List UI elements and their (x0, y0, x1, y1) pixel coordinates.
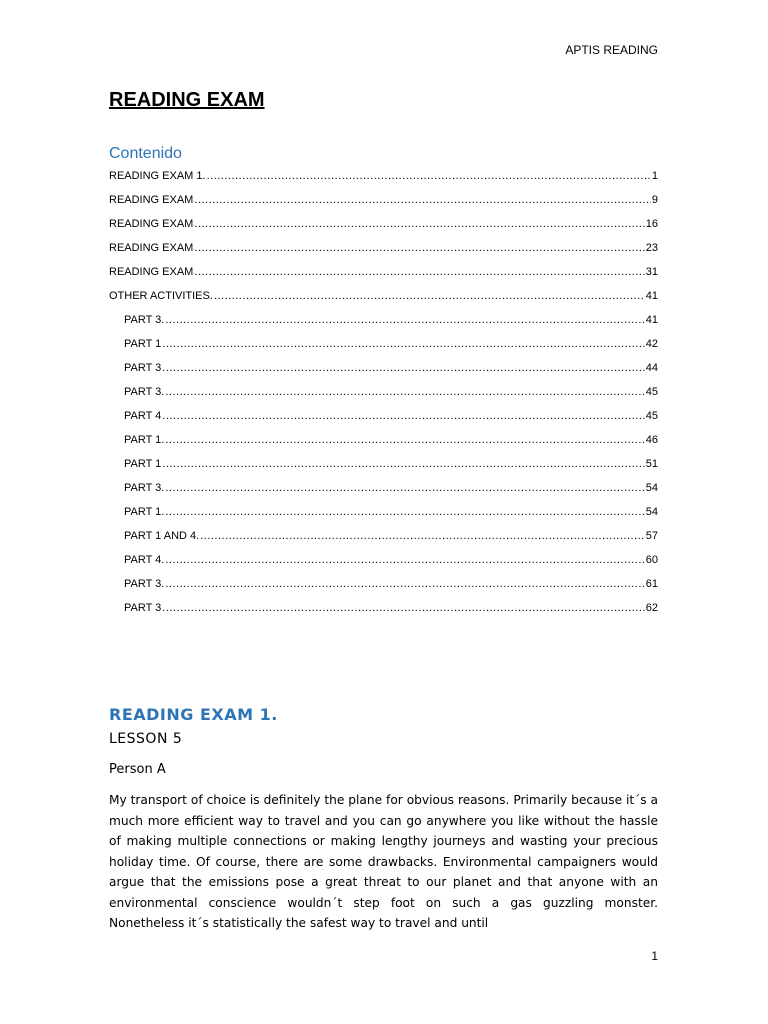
toc-entry[interactable] (109, 502, 658, 526)
toc-entry-page: 45 (645, 410, 658, 422)
running-header: APTIS READING (565, 43, 658, 57)
toc-heading: Contenido (109, 145, 182, 162)
toc-entry[interactable] (109, 478, 658, 502)
toc-entry[interactable] (109, 190, 658, 214)
toc-entry-page: 61 (645, 578, 658, 590)
toc-dot-leader (165, 574, 644, 594)
toc-entry-page: 62 (645, 602, 658, 614)
toc-entry-text: PART 4 (124, 410, 162, 422)
toc-dot-leader (162, 358, 644, 378)
toc-entry[interactable] (109, 262, 658, 286)
toc-entry-text: READING EXAM 1. (109, 170, 206, 182)
toc-entry[interactable] (109, 166, 658, 190)
toc-entry-text: OTHER ACTIVITIES. (109, 290, 213, 302)
toc-entry-page: 41 (645, 290, 658, 302)
toc-entry[interactable] (109, 382, 658, 406)
toc-entry-text: READING EXAM (109, 218, 194, 230)
toc-dot-leader (165, 478, 644, 498)
table-of-contents (109, 166, 658, 622)
toc-dot-leader (194, 238, 644, 258)
toc-dot-leader (214, 286, 645, 306)
toc-dot-leader (165, 502, 644, 522)
toc-entry[interactable] (109, 430, 658, 454)
toc-dot-leader (165, 550, 644, 570)
toc-entry-text: PART 3. (124, 578, 165, 590)
toc-entry-text: READING EXAM (109, 242, 194, 254)
toc-entry-text: PART 3 (124, 602, 162, 614)
toc-entry[interactable] (109, 214, 658, 238)
toc-entry-text: PART 3. (124, 386, 165, 398)
toc-entry-page: 31 (645, 266, 658, 278)
section-title[interactable]: READING EXAM 1. (109, 705, 278, 724)
toc-dot-leader (162, 334, 644, 354)
toc-entry-text: PART 4. (124, 554, 165, 566)
toc-dot-leader (165, 430, 644, 450)
toc-entry-text: PART 3. (124, 314, 165, 326)
toc-entry-page: 54 (645, 482, 658, 494)
toc-entry[interactable] (109, 526, 658, 550)
toc-dot-leader (162, 454, 644, 474)
body-paragraph: My transport of choice is definitely the plane for obvious reasons. Primarily because it´s a much more efficient way to travel and you can go anywhere you like without the hassle of making multiple connections or making lengthy journeys and wasting your precious holiday time. Of course, there are some drawbacks. Environmental campaigners would argue that the emissions pose a great threat to our planet and that anyone with an environmental conscience wouldn´t step foot on such a gas guzzling monster. Nonetheless it´s statistically the safest way to travel and until (109, 793, 658, 930)
toc-entry-page: 9 (651, 194, 658, 206)
toc-dot-leader (207, 166, 651, 186)
toc-entry-page: 54 (645, 506, 658, 518)
toc-entry[interactable] (109, 238, 658, 262)
toc-dot-leader (194, 214, 644, 234)
toc-entry[interactable] (109, 406, 658, 430)
toc-entry[interactable] (109, 334, 658, 358)
toc-dot-leader (162, 598, 644, 618)
toc-entry-text: PART 1. (124, 506, 165, 518)
toc-entry-page: 16 (645, 218, 658, 230)
toc-entry-text: PART 1. (124, 434, 165, 446)
toc-entry[interactable] (109, 550, 658, 574)
toc-entry-page: 41 (645, 314, 658, 326)
toc-entry-page: 42 (645, 338, 658, 350)
toc-entry-page: 45 (645, 386, 658, 398)
toc-entry-text: PART 3 (124, 362, 162, 374)
toc-dot-leader (165, 382, 644, 402)
toc-entry-text: PART 1 (124, 458, 162, 470)
toc-entry-page: 23 (645, 242, 658, 254)
toc-dot-leader (200, 526, 645, 546)
toc-entry[interactable] (109, 574, 658, 598)
toc-entry-text: READING EXAM (109, 266, 194, 278)
toc-dot-leader (162, 406, 644, 426)
toc-entry-page: 57 (645, 530, 658, 542)
toc-entry-text: PART 1 AND 4. (124, 530, 200, 542)
page-number: 1 (651, 949, 658, 963)
toc-entry-page: 60 (645, 554, 658, 566)
lesson-label: LESSON 5 (109, 731, 183, 747)
toc-entry[interactable] (109, 454, 658, 478)
toc-entry[interactable] (109, 358, 658, 382)
toc-entry-text: READING EXAM (109, 194, 194, 206)
person-label: Person A (109, 762, 166, 777)
document-title: READING EXAM (109, 89, 265, 111)
toc-entry[interactable] (109, 286, 658, 310)
toc-entry-text: PART 3. (124, 482, 165, 494)
toc-dot-leader (165, 310, 644, 330)
toc-dot-leader (194, 262, 644, 282)
toc-entry-text: PART 1 (124, 338, 162, 350)
toc-entry-page: 51 (645, 458, 658, 470)
toc-entry-page: 46 (645, 434, 658, 446)
toc-dot-leader (194, 190, 651, 210)
toc-entry[interactable] (109, 310, 658, 334)
toc-entry[interactable] (109, 598, 658, 622)
toc-entry-page: 44 (645, 362, 658, 374)
toc-entry-page: 1 (651, 170, 658, 182)
